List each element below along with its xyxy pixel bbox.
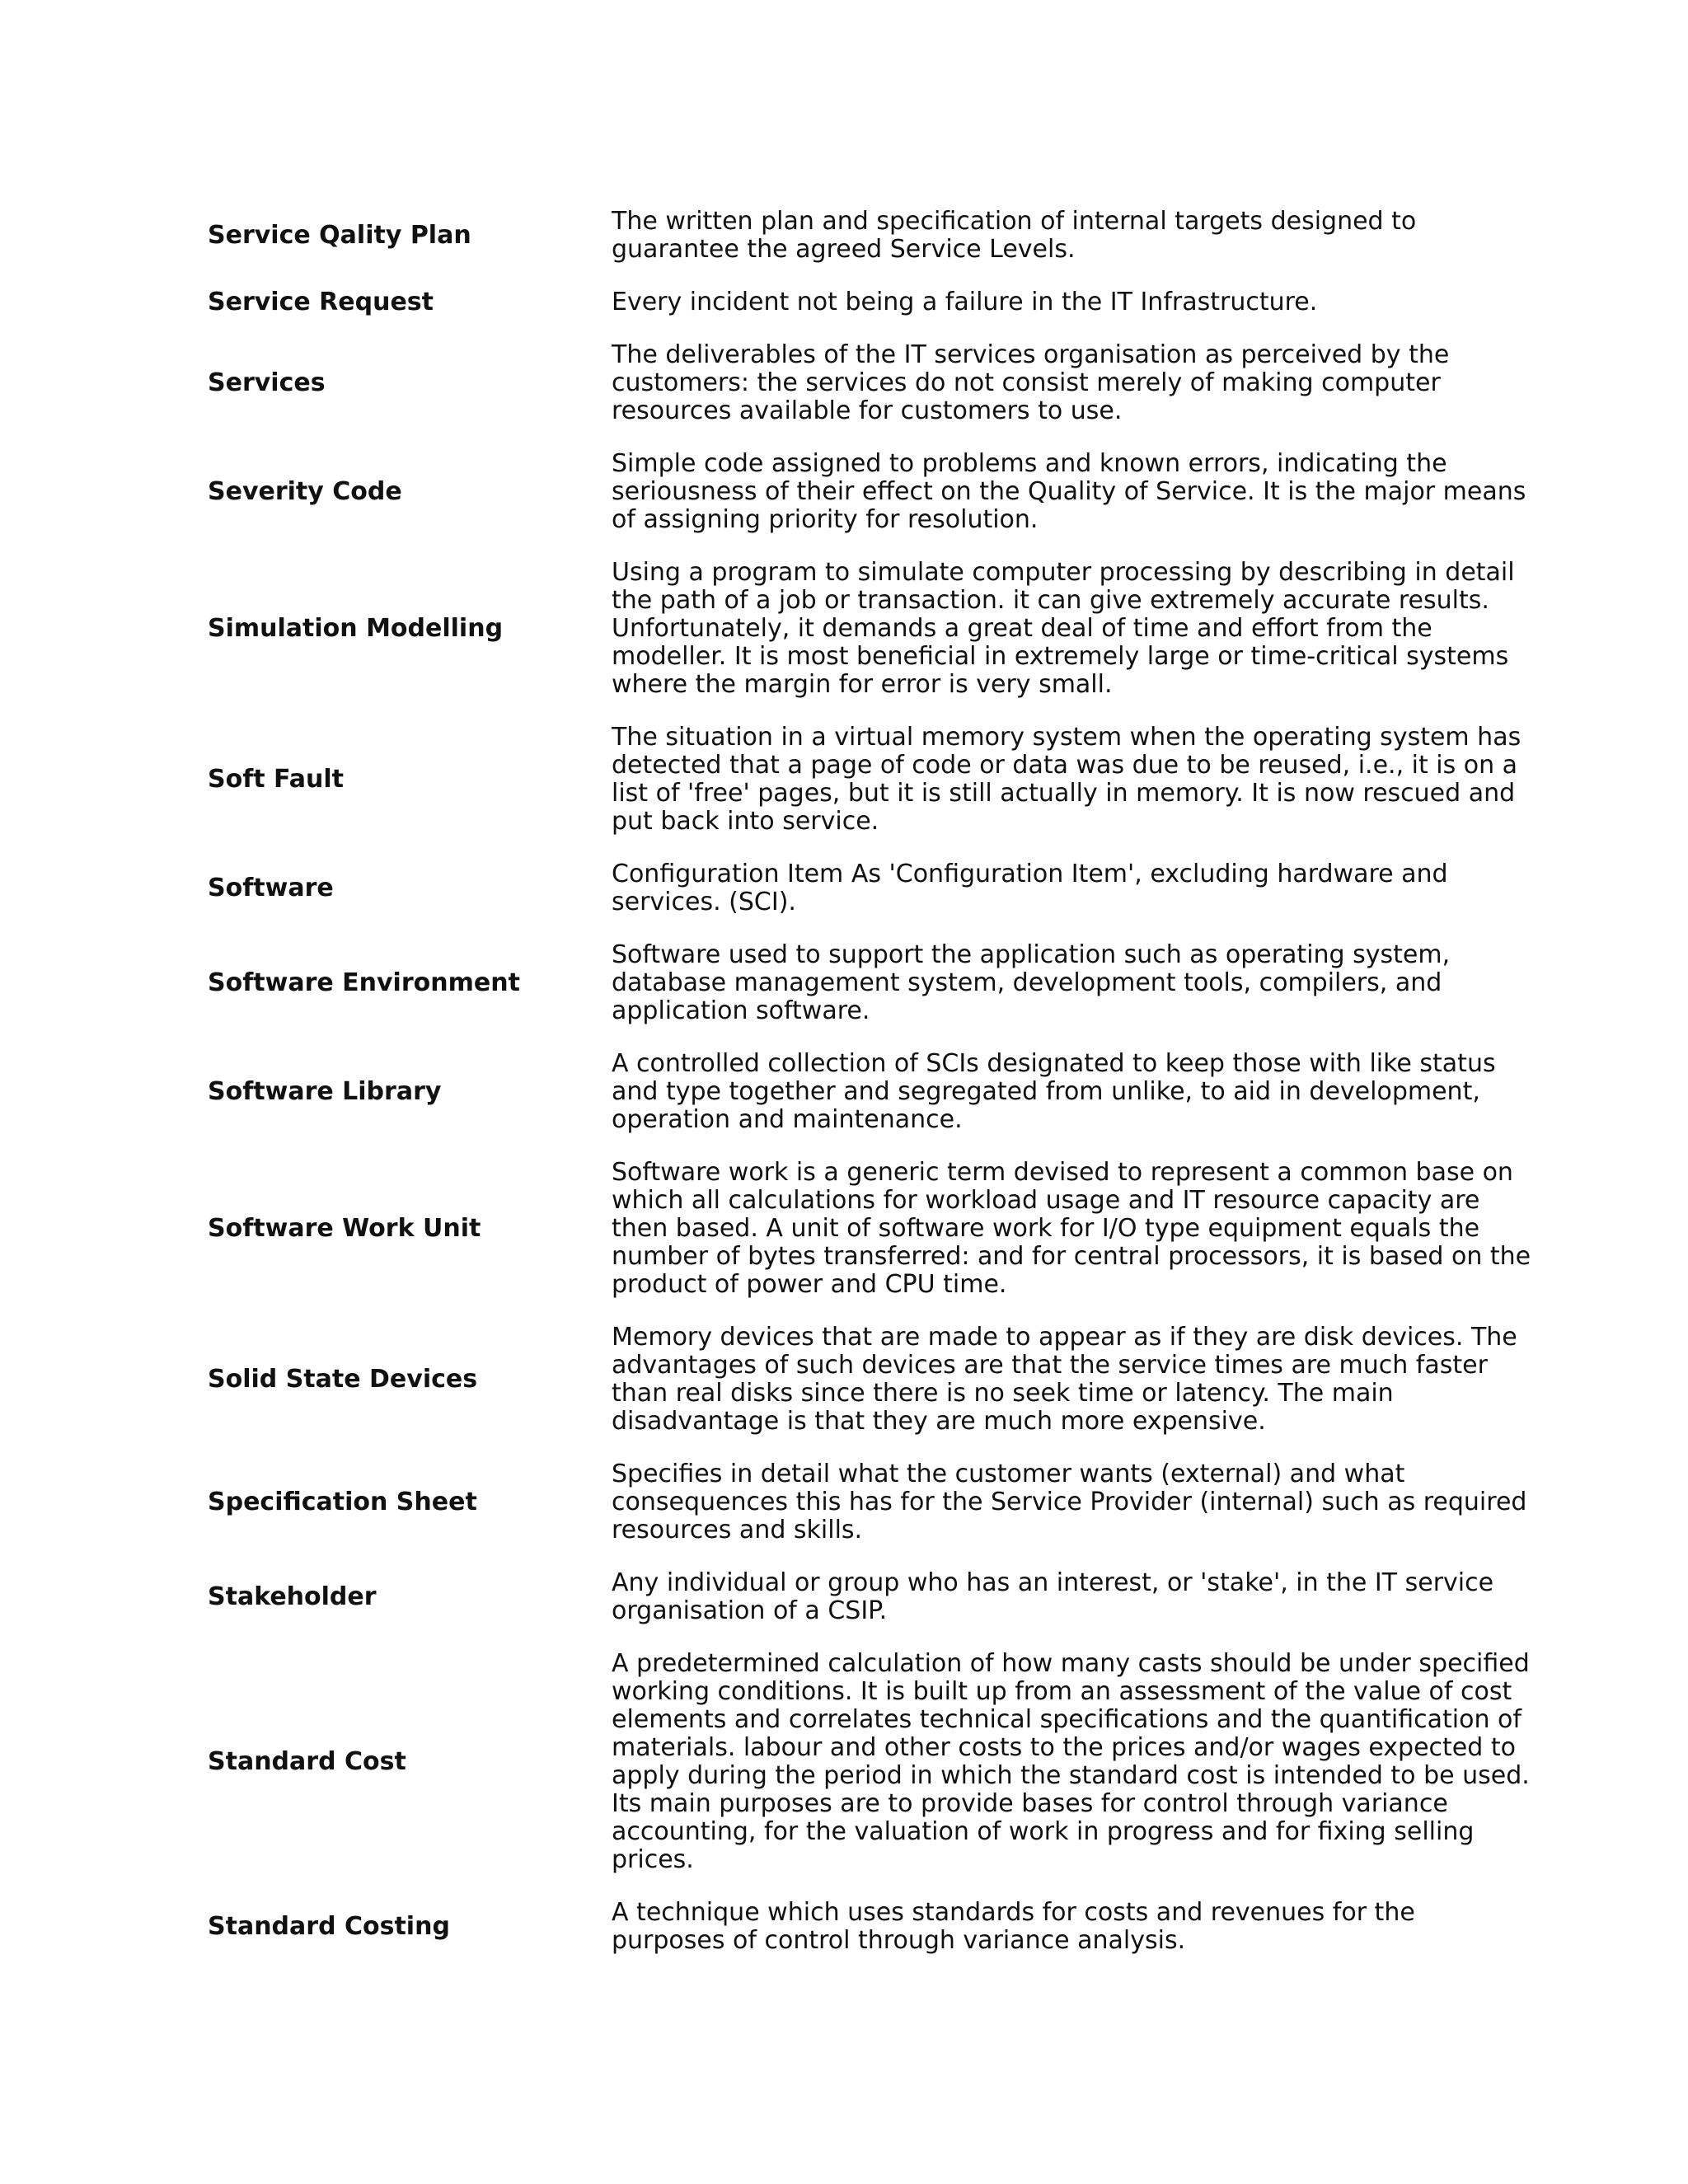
glossary-definition: A predetermined calculation of how many casts should be under specified working conditions. It is built up from an assessment of the value of cost elements and correlates technical specifications and the quantification of materials. labour and other costs to the prices and/or wages expected to apply during the period in which the standard cost is intended to be used. Its main purposes are to provide bases for control through variance accounting, for the valuation of work in progress and for fixing selling prices. [612,1649,1530,1874]
glossary-definition: A technique which uses standards for costs and revenues for the purposes of control through variance analysis. [612,1898,1415,1955]
glossary-entry [208,1650,1535,1874]
glossary-entry [208,724,1535,836]
glossary-entry [208,341,1535,425]
glossary-entry [208,1324,1535,1436]
glossary-definition: Software used to support the application such as operating system, database management system, development tools, compilers, and application software. [612,940,1451,1025]
glossary-term: Standard Costing [208,1912,450,1941]
glossary-definition: Memory devices that are made to appear as if they are disk devices. The advantages of such devices are that the service times are much faster than real disks since there is no seek time or latency. The main disadvantage is that they are much more expensive. [612,1323,1517,1436]
glossary-definition: The written plan and specification of internal targets designed to guarantee the agreed Service Levels. [612,207,1417,264]
glossary-term: Severity Code [208,477,402,506]
glossary-definition: The situation in a virtual memory system when the operating system has detected that a page of code or data was due to be reused, i.e., it is on a list of 'free' pages, but it is still actually in memory. It is now rescued and put back into service. [612,723,1522,836]
glossary-term: Solid State Devices [208,1365,478,1394]
glossary-term: Stakeholder [208,1582,377,1611]
glossary-entry [208,941,1535,1025]
glossary-definition: Specifies in detail what the customer wants (external) and what consequences this has for the Service Provider (internal) such as required resources and skills. [612,1460,1527,1544]
glossary-entry [208,1899,1535,1955]
glossary-term: Services [208,368,326,397]
glossary-definition: Software work is a generic term devised to represent a common base on which all calculations for workload usage and IT resource capacity are then based. A unit of software work for I/O type equipment equals the number of bytes transferred: and for central processors, it is based on the product of power and CPU time. [612,1158,1531,1299]
glossary-term: Software Work Unit [208,1214,481,1243]
glossary-entry [208,860,1535,916]
glossary-term: Standard Cost [208,1747,406,1776]
glossary-entry [208,1460,1535,1544]
glossary-entry [208,1569,1535,1625]
glossary-term: Simulation Modelling [208,614,504,643]
glossary-entry [208,1050,1535,1134]
glossary-definition: Every incident not being a failure in the IT Infrastructure. [612,288,1318,316]
glossary-term: Software Library [208,1077,442,1106]
glossary-definition: Using a program to simulate computer processing by describing in detail the path of a job or transaction. it can give extremely accurate results. Unfortunately, it demands a great deal of time and effort from the modeller. It is most beneficial in extremely large or time-critical systems where the margin for error is very small. [612,558,1515,699]
glossary-term: Service Qality Plan [208,221,471,250]
glossary-entry [208,450,1535,534]
glossary-entry [208,288,1535,316]
glossary-term: Specification Sheet [208,1488,477,1516]
glossary-entry [208,559,1535,699]
glossary-entry [208,1159,1535,1299]
glossary-term: Soft Fault [208,765,345,794]
glossary-definition: Simple code assigned to problems and known errors, indicating the seriousness of their effect on the Quality of Service. It is the major means of assigning priority for resolution. [612,449,1526,534]
glossary-definition: A controlled collection of SCIs designated to keep those with like status and type together and segregated from unlike, to aid in development, operation and maintenance. [612,1049,1496,1134]
glossary-term: Software Environment [208,968,520,997]
glossary-list [208,208,1535,1980]
glossary-term: Service Request [208,288,434,316]
glossary-definition: The deliverables of the IT services organisation as perceived by the customers: the services do not consist merely of making computer resources available for customers to use. [612,340,1450,425]
glossary-term: Software [208,874,334,902]
glossary-definition: Configuration Item As 'Configuration Item', excluding hardware and services. (SCI). [612,860,1448,916]
glossary-definition: Any individual or group who has an interest, or 'stake', in the IT service organisation of a CSIP. [612,1568,1494,1625]
glossary-entry [208,208,1535,264]
